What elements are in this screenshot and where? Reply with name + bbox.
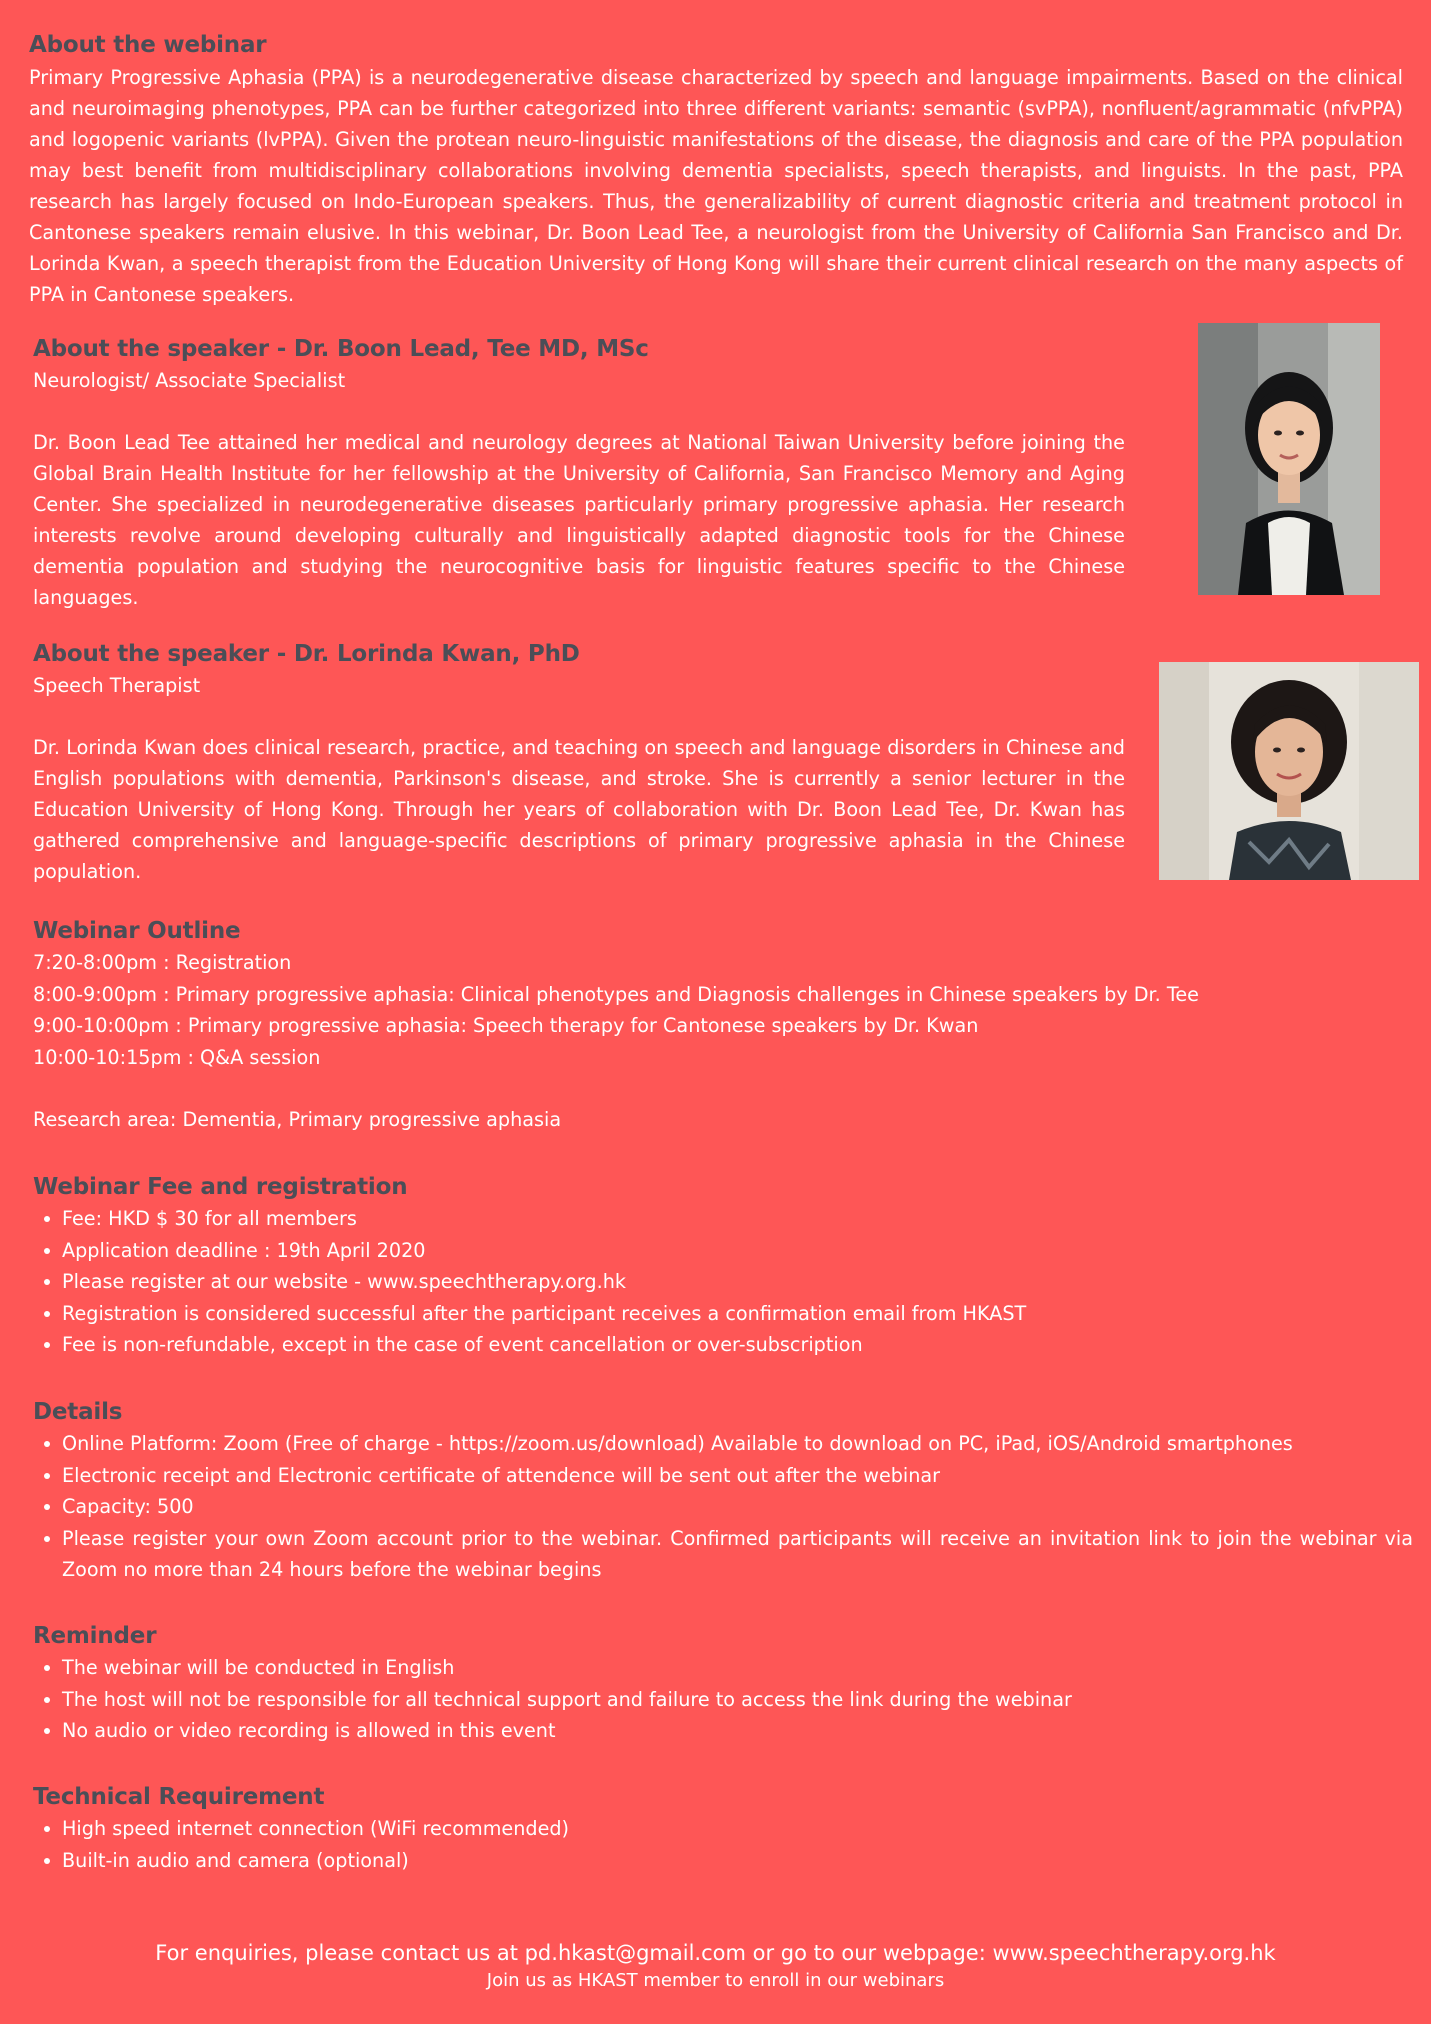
- list-item: Fee is non-refundable, except in the case of event cancellation or over-subscription: [33, 1329, 1413, 1361]
- fee-registration-heading: Webinar Fee and registration: [33, 1174, 408, 1200]
- footer: [0, 1938, 1431, 1994]
- reminder-list: [33, 1652, 1413, 1747]
- webinar-outline-section: [33, 915, 1413, 1136]
- details-list: [33, 1428, 1413, 1586]
- speaker-kwan-section: [33, 638, 1125, 887]
- about-webinar-section: [29, 28, 1403, 310]
- webinar-outline-heading: Webinar Outline: [33, 918, 241, 944]
- list-item: The webinar will be conducted in English: [33, 1652, 1413, 1684]
- about-webinar-text: Primary Progressive Aphasia (PPA) is a neurodegenerative disease characterized by speech and language impairments. Based on the clinical and neuroimaging phenotypes, PPA can be further categorized into three different variants: semantic (svPPA), nonfluent/agrammatic (nfvPPA) and logopenic variants (lvPPA). Given the protean neuro-linguistic manifestations of the disease, the diagnosis and care of the PPA population may best benefit from multidisciplinary collaborations involving dementia specialists, speech therapists, and linguists. In the past, PPA research has largely focused on Indo-European speakers. Thus, the generalizability of current diagnostic criteria and treatment protocol in Cantonese speakers remain elusive. In this webinar, Dr. Boon Lead Tee, a neurologist from the University of California San Francisco and Dr. Lorinda Kwan, a speech therapist from the Education University of Hong Kong will share their current clinical research on the many aspects of PPA in Cantonese speakers.: [29, 66, 1403, 306]
- fee-registration-section: [33, 1171, 1413, 1361]
- speaker-kwan-bio: Dr. Lorinda Kwan does clinical research, practice, and teaching on speech and language disorders in Chinese and English populations with dementia, Parkinson's disease, and stroke. She is currently a senior lecturer in the Education University of Hong Kong. Through her years of collaboration with Dr. Boon Lead Tee, Dr. Kwan has gathered comprehensive and language-specific descriptions of primary progressive aphasia in the Chinese population.: [33, 736, 1125, 883]
- list-item: High speed internet connection (WiFi recommended): [33, 1813, 1413, 1845]
- tech-list: [33, 1813, 1413, 1876]
- list-item: Built-in audio and camera (optional): [33, 1845, 1413, 1877]
- list-item: Please register at our website - www.speechtherapy.org.hk: [33, 1266, 1413, 1298]
- speaker-tee-photo: [1198, 323, 1380, 595]
- speaker-tee-bio: Dr. Boon Lead Tee attained her medical and neurology degrees at National Taiwan University before joining the Global Brain Health Institute for her fellowship at the University of California, San Francisco Memory and Aging Center. She specialized in neurodegenerative diseases particularly primary progressive aphasia. Her research interests revolve around developing culturally and linguistically adapted diagnostic tools for the Chinese dementia population and studying the neurocognitive basis for linguistic features specific to the Chinese languages.: [33, 431, 1125, 609]
- reminder-section: [33, 1620, 1413, 1747]
- details-heading: Details: [33, 1399, 123, 1425]
- speaker-kwan-photo: [1159, 662, 1419, 880]
- list-item: The host will not be responsible for all technical support and failure to access the link during the webinar: [33, 1684, 1413, 1716]
- technical-requirement-heading: Technical Requirement: [33, 1784, 325, 1810]
- reminder-heading: Reminder: [33, 1623, 157, 1649]
- list-item: Electronic receipt and Electronic certificate of attendence will be sent out after the webinar: [33, 1460, 1413, 1492]
- speaker-kwan-portrait-image: [1159, 662, 1419, 880]
- footer-join: Join us as HKAST member to enroll in our webinars: [486, 1970, 945, 1991]
- list-item: Registration is considered successful after the participant receives a confirmation email from HKAST: [33, 1298, 1413, 1330]
- outline-item: 8:00-9:00pm : Primary progressive aphasia: Clinical phenotypes and Diagnosis challenges in Chinese speakers by Dr. Tee: [33, 982, 1199, 1006]
- outline-item: 9:00-10:00pm : Primary progressive aphasia: Speech therapy for Cantonese speakers by Dr. Kwan: [33, 1014, 979, 1037]
- speaker-kwan-role: Speech Therapist: [33, 674, 201, 697]
- fee-list: [33, 1203, 1413, 1361]
- speaker-tee-portrait-image: [1198, 323, 1380, 595]
- speaker-tee-section: [33, 333, 1125, 613]
- speaker-kwan-heading: About the speaker - Dr. Lorinda Kwan, PhD: [33, 641, 580, 667]
- about-webinar-heading: About the webinar: [29, 32, 267, 58]
- list-item: Fee: HKD $ 30 for all members: [33, 1203, 1413, 1235]
- speaker-tee-role: Neurologist/ Associate Specialist: [33, 369, 346, 392]
- outline-item: 7:20-8:00pm : Registration: [33, 951, 292, 974]
- speaker-tee-heading: About the speaker - Dr. Boon Lead, Tee MD, MSc: [33, 336, 649, 362]
- outline-item: 10:00-10:15pm : Q&A session: [33, 1045, 321, 1069]
- footer-contact: For enquiries, please contact us at pd.hkast@gmail.com or go to our webpage: www.speechtherapy.org.hk: [155, 1941, 1276, 1965]
- list-item: Please register your own Zoom account prior to the webinar. Confirmed participants will receive an invitation link to join the webinar via Zoom no more than 24 hours before the webinar begins: [33, 1523, 1413, 1586]
- list-item: No audio or video recording is allowed in this event: [33, 1715, 1413, 1747]
- list-item: Online Platform: Zoom (Free of charge - https://zoom.us/download) Available to download on PC, iPad, iOS/Android smartphones: [33, 1428, 1413, 1460]
- details-section: [33, 1396, 1413, 1586]
- list-item: Capacity: 500: [33, 1491, 1413, 1523]
- list-item: Application deadline : 19th April 2020: [33, 1235, 1413, 1267]
- research-area: Research area: Dementia, Primary progressive aphasia: [33, 1108, 562, 1131]
- technical-requirement-section: [33, 1781, 1413, 1876]
